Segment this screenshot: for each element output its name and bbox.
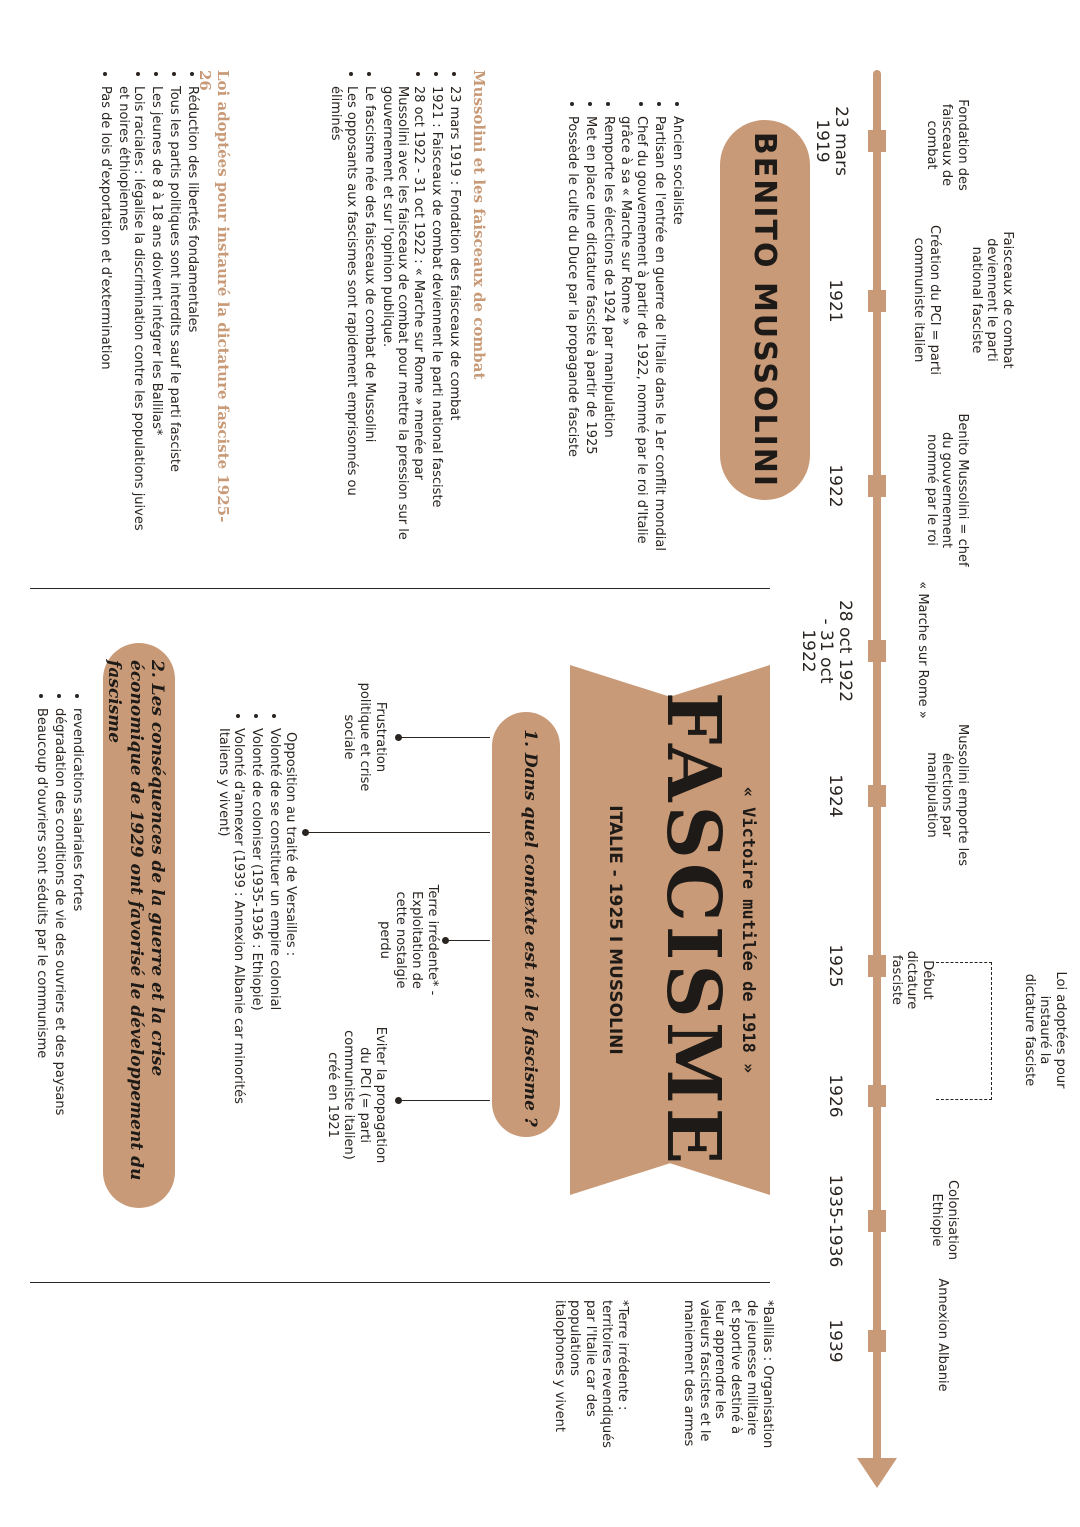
cause-frustration: Frustration politique et crise sociale [341, 682, 388, 792]
timeline-year: 28 oct 1922 - 31 oct 1922 [797, 599, 855, 703]
list-item: • 28 oct 1922 - 31 oct 1922 : « Marche sur Rome » menée par Mussolini avec les faisceaux de combat pour mettre la pression sur le gouvernement et sur l'opinion publique. [379, 86, 427, 540]
list-item: • Possède le culte du Duce par la propagande fasciste [564, 116, 580, 560]
cause-pci: Eviter la propagation du PCI (= parti communiste italien) créé en 1921 [325, 1026, 388, 1164]
timeline-year: 1924 [825, 774, 845, 818]
list-item: • Tous les partis politiques sont interdits sauf le parti fasciste [166, 86, 182, 540]
timeline-event: Colonisation Ethiopie [929, 1179, 960, 1261]
list-item: • Les jeunes de 8 à 18 ans doivent intégrer les Ballilas* [148, 86, 164, 540]
question-1: 1. Dans quel contexte est né le fascisme ? [520, 729, 540, 1127]
timeline-tick [868, 640, 886, 662]
bracket-label: Loi adoptées pour instauré la dictature fasciste [1021, 971, 1068, 1089]
mussolini-title: BENITO MUSSOLINI [747, 131, 783, 489]
list-item: • Volonté d'annexer (1939 : Annexion Albanie car minorités Italiens y vivent) [215, 728, 247, 1132]
list-item: • dégradation des conditions de vie des ouvriers et des paysans [51, 708, 67, 1162]
branch-dot [302, 829, 309, 836]
versailles-title: Opposition au traité de Versailles : [283, 732, 298, 957]
bracket [936, 962, 992, 1100]
timeline-tick [868, 1085, 886, 1107]
list-item: • Partisan de l'entrée en guerre de l'Italie dans le 1er conflit mondial [651, 116, 667, 560]
list-item: • Ancien socialiste [669, 116, 685, 560]
timeline-tick [868, 1210, 886, 1232]
list-item: • Volonté de coloniser (1935-1936 : Ethiopie) [248, 728, 264, 1132]
fascisme-title: FASCISME [650, 691, 736, 1169]
versailles-block [213, 712, 298, 1132]
timeline-year: 1935-1936 [825, 1174, 845, 1268]
timeline-year: 23 mars 1919 [812, 106, 851, 176]
branch-line [398, 737, 490, 738]
branch-line [445, 940, 490, 941]
list-item: • Les opposants aux fascismes sont rapidement emprisonnés ou éliminés [327, 86, 359, 540]
timeline-tick [868, 955, 886, 977]
divider [30, 1282, 770, 1283]
list-item: • Beaucoup d'ouvriers sont séduits par le communisme [33, 708, 49, 1162]
timeline-year: 1939 [825, 1319, 845, 1363]
lois-list [95, 70, 200, 540]
timeline-tick [868, 475, 886, 497]
timeline-event: Fondation des faisceaux de combat [923, 99, 970, 191]
consequences-list [31, 692, 85, 1162]
timeline-year: 1921 [825, 279, 845, 323]
list-item: • 1921 : Faisceaux de combat deviennent le parti national fasciste [428, 86, 444, 540]
timeline-event: « Marche sur Rome » [915, 581, 930, 719]
branch-line [398, 1100, 490, 1101]
list-item: • Volonté de se constituer un empire colonial [266, 728, 282, 1132]
faisceaux-title: Mussolini et les faisceaux de combat [470, 70, 488, 380]
mussolini-header [720, 120, 810, 500]
faisceaux-list [325, 70, 462, 540]
timeline-arrow-icon [857, 1458, 897, 1488]
list-item: • Réduction des libertés fondamentales [184, 86, 200, 540]
timeline-tick [868, 130, 886, 152]
banner-quote: « Victoire mutilée de 1918 » [738, 786, 758, 1074]
branch-dot [442, 937, 449, 944]
branch-line [305, 832, 490, 833]
lois-title: Loi adoptées pour instauré la dictature fasciste 1925-26 [196, 70, 232, 523]
list-item: • Met en place une dictature fasciste à partir de 1925 [582, 116, 598, 560]
cause-terre-irredente: Terre irrédente* - Exploitation de cette nostalgie perdu [377, 884, 440, 996]
question-2: 2. Les conséquences de la guerre et la crise économique de 1929 ont favorisé le développement du fascisme [104, 660, 167, 1181]
list-item: • Remporte les élections de 1924 par manipulation [600, 116, 616, 560]
timeline-event: Mussolini emporte les élections par manipulation [923, 724, 970, 866]
list-item: • 23 mars 1919 : Fondation des faisceaux de combat [446, 86, 462, 540]
glossary-irredente: *Terre irrédente : territoires revendiqués par l'Italie car des populations italophones y vivent [551, 1300, 630, 1448]
list-item: • Lois raciales : légalise la discrimination contre les populations juives et noires éthiopiennes [115, 86, 147, 540]
timeline-event: Début dictature fasciste [888, 950, 935, 1010]
timeline-line [873, 70, 881, 1470]
timeline-event: Annexion Albanie [935, 1278, 950, 1392]
timeline-tick [868, 290, 886, 312]
branch-dot [395, 1097, 402, 1104]
fascisme-subtitle: ITALIE - 1925 I MUSSOLINI [605, 805, 625, 1055]
list-item: • Chef du gouvernement à partir de 1922, nommé par le roi d'Italie grâce à sa « Marche sur Rome » [618, 116, 650, 560]
timeline-year: 1922 [825, 464, 845, 508]
list-item: • revendications salariales fortes [69, 708, 85, 1162]
branch-dot [395, 734, 402, 741]
timeline-tick [868, 1330, 886, 1352]
timeline-event: Benito Mussolini = chef du gouvernement nommé par le roi [923, 413, 970, 567]
timeline-tick [868, 785, 886, 807]
list-item: • Le fascisme née des faisceaux de combat de Mussolini [361, 86, 377, 540]
timeline-event: Faisceaux de combat deviennent le parti national fasciste [968, 231, 1015, 369]
mussolini-bio [562, 100, 685, 560]
divider [30, 588, 770, 589]
timeline-year: 1925 [825, 944, 845, 988]
list-item: • Pas de lois d'exportation et d'extermination [97, 86, 113, 540]
timeline-year: 1926 [825, 1074, 845, 1118]
timeline-event: Création du PCI = parti communiste italien [911, 225, 942, 375]
glossary-ballilas: *Ballilas : Organisation de jeunesse militaire et sportive destiné à leur apprendre les valeurs fascistes et le maniement des armes [680, 1300, 775, 1449]
